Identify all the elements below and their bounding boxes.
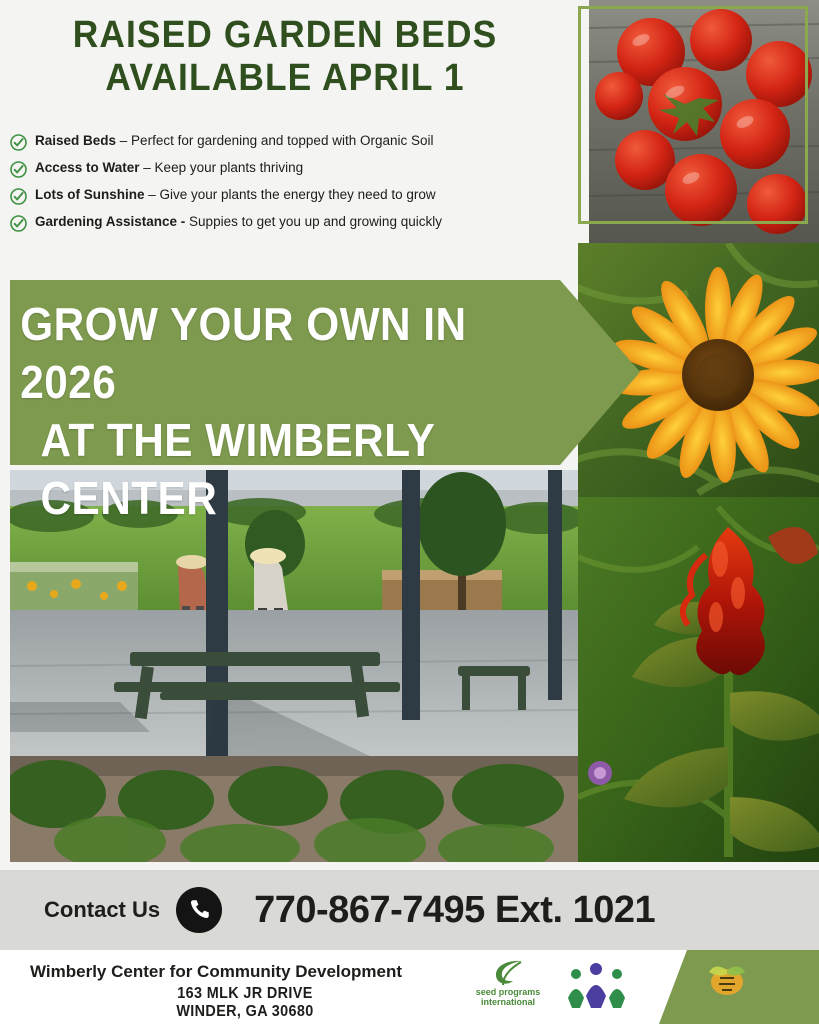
list-item-title: Gardening Assistance - [35, 214, 186, 229]
list-item-title: Access to Water [35, 160, 140, 175]
list-item-title: Raised Beds [35, 133, 117, 148]
list-item-rest: – Give your plants the energy they need to grow [144, 187, 436, 202]
list-item-title: Lots of Sunshine [35, 187, 145, 202]
footer-city: WINDER, GA 30680 [176, 1003, 314, 1020]
seed-logo-line-2: international [480, 996, 535, 1007]
tomato-photo-frame [578, 6, 808, 224]
list-item [10, 160, 590, 178]
list-item-rest: – Keep your plants thriving [139, 160, 304, 175]
footer-organization: Wimberly Center for Community Development [30, 962, 403, 981]
contact-strip [0, 870, 819, 950]
list-item-rest: Suppies to get you up and growing quickly [185, 214, 442, 229]
check-circle-icon [10, 134, 27, 151]
banner-line-1: GROW YOUR OWN IN 2026 [20, 298, 467, 408]
seed-programs-international-logo [465, 958, 551, 1008]
list-item [10, 214, 590, 232]
feature-list [10, 133, 590, 241]
footer-address-block [30, 962, 460, 1021]
headline-line-2: AVAILABLE APRIL 1 [105, 56, 465, 99]
seed-leaf-icon [465, 958, 551, 988]
contact-label: Contact Us [44, 897, 161, 922]
page-left-margin [0, 0, 10, 870]
list-item-text [35, 187, 436, 203]
list-item [10, 187, 590, 205]
headline-line-1: RAISED GARDEN BEDS [72, 14, 498, 56]
footer [0, 950, 819, 1024]
check-circle-icon [10, 188, 27, 205]
list-item-rest: – Perfect for gardening and topped with Organic Soil [116, 133, 434, 148]
list-item-text [35, 214, 442, 230]
phone-number[interactable]: 770-867-7495 Ext. 1021 [254, 888, 656, 931]
list-item-text [35, 133, 434, 149]
community-garden-photo [10, 470, 578, 870]
check-circle-icon [10, 215, 27, 232]
banner-text [0, 296, 552, 528]
seed-logo-line-1: seed programs [475, 987, 541, 997]
page-title [20, 14, 550, 99]
bee-garden-logo [690, 962, 764, 1014]
banner-line-2: AT THE WIMBERLY CENTER [40, 413, 435, 524]
footer-street: 163 MLK JR DRIVE [177, 985, 313, 1002]
phone-icon [176, 887, 222, 933]
page-photo-gap [0, 862, 819, 870]
people-group-logo [562, 960, 632, 1012]
list-item [10, 133, 590, 151]
list-item-text [35, 160, 303, 176]
celosia-photo [578, 497, 819, 870]
check-circle-icon [10, 161, 27, 178]
